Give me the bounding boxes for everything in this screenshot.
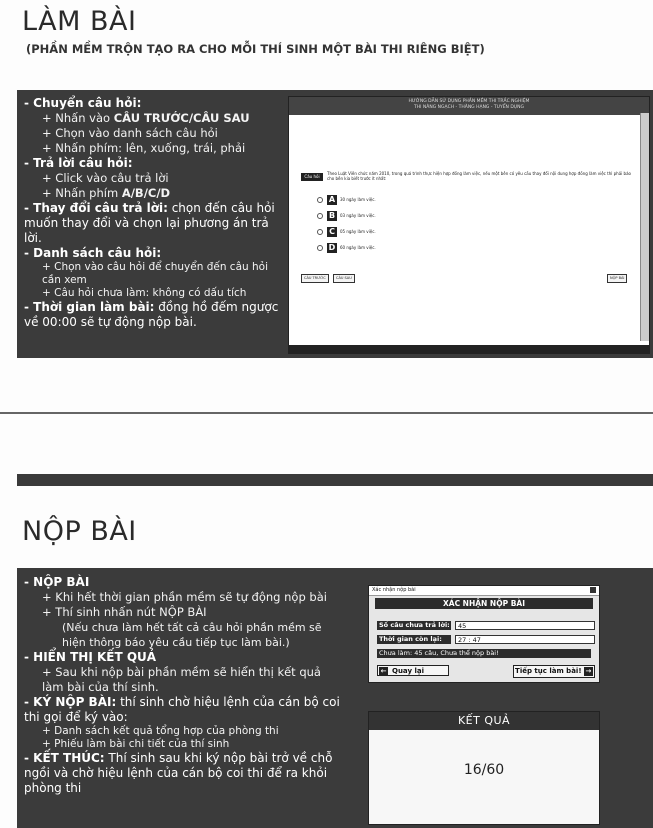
list-note: (Nếu chưa làm hết tất cả câu hỏi phần mềm sẽ hiện thông báo yêu cầu tiếp tục làm bài.) [62,621,322,649]
result-box [368,711,600,825]
list-subitem [24,186,286,201]
time-label: Thời gian còn lại: [377,635,451,644]
heading-rest: chọn đến câu hỏi muốn thay đổi và chọn lại phương án trả lời. [24,201,275,245]
section2-list [24,575,344,796]
option-text: 05 ngày làm việc. [340,229,376,234]
radio-icon [317,213,323,219]
dialog-title: XÁC NHẬN NỘP BÀI [375,598,593,609]
subitem-text: + Thí sinh nhấn nút NỘP BÀI [42,605,207,619]
option-b[interactable] [317,211,376,221]
list-heading [24,575,344,590]
heading-text: HIỂN THỊ KẾT QUẢ [33,650,157,664]
subitem-text: + Nhấn phím [42,186,122,200]
question-list-sidebar [640,113,649,341]
heading-text: Thay đổi câu trả lời: [33,201,168,215]
time-row [377,635,481,644]
option-text: 60 ngày làm việc. [340,245,376,250]
result-title: KẾT QUẢ [369,712,599,730]
list-subitem [24,171,286,186]
list-subitem [24,665,344,695]
subitem-text: + Khi hết thời gian phần mềm sẽ tự động nộp bài [42,590,327,604]
section1-title: LÀM BÀI [22,6,137,37]
dialog-caption: Xác nhận nộp bài [369,586,599,596]
list-subitem [24,111,286,126]
subitem-text: + Nhấn vào [42,111,114,125]
heading-text: NỘP BÀI [33,575,90,589]
heading-rest: Thí sinh sau khi ký nộp bài trở về chỗ ngồi và chờ hiệu lệnh của cán bộ coi thi để ra khỏi phòng thi [24,751,333,795]
exam-header-line2: THI NÂNG NGẠCH - THĂNG HẠNG - TUYỂN DỤNG [414,105,524,110]
continue-button-label: Tiếp tục làm bài! [515,667,582,675]
unanswered-row [377,621,467,630]
question-label: Câu hỏi 12: [301,173,323,181]
unanswered-value: 45 [455,621,595,630]
option-a[interactable] [317,195,376,205]
heading-text: Chuyển câu hỏi: [33,96,142,110]
exam-screen-footer [289,345,649,353]
radio-icon [317,245,323,251]
subitem-text: + Click vào câu trả lời [42,171,169,185]
heading-rest: đồng hồ đếm ngược về 00:00 sẽ tự động nộp bài. [24,300,279,329]
list-heading [24,751,344,796]
list-heading [24,156,286,171]
heading-text: KÝ NỘP BÀI: [33,695,117,709]
list-heading [24,96,286,111]
list-subitem: + Danh sách kết quả tổng hợp của phòng thi [42,725,279,737]
continue-button[interactable] [513,665,595,678]
subitem-text: + Nhấn phím: lên, xuống, trái, phải [42,141,246,155]
next-question-button[interactable]: CÂU SAU [333,274,355,283]
exam-header-line1: HƯỚNG DẪN SỬ DỤNG PHẦN MỀM THI TRẮC NGHIỆM [408,99,530,104]
list-heading [24,695,344,725]
subitem-text: + Sau khi nộp bài phần mềm sẽ hiển thị kết quả làm bài của thí sinh. [42,665,321,694]
option-letter: A [328,195,336,204]
subitem-bold: A/B/C/D [121,186,171,200]
option-letter: B [328,211,336,220]
list-subitem: + Câu hỏi chưa làm: không có dấu tích [42,287,247,299]
submit-button[interactable]: NỘP BÀI [607,274,627,283]
section1-subtitle: (PHẦN MỀM TRỘN TẠO RA CHO MỖI THÍ SINH MỘT BÀI THI RIÊNG BIỆT) [26,42,485,56]
option-c[interactable] [317,227,376,237]
time-value: 27 : 47 [455,635,595,644]
list-subitem: + Chọn vào câu hỏi để chuyển đến câu hỏi cần xem [42,261,269,286]
option-d[interactable] [317,243,376,253]
list-subitem [24,141,286,156]
heading-text: Thời gian làm bài: [33,300,155,314]
option-text: 30 ngày làm việc. [340,197,376,202]
arrow-left-icon: ← [380,667,387,675]
back-button[interactable] [377,665,449,676]
slide-divider [0,412,653,414]
heading-rest: thí sinh chờ hiệu lệnh của cán bộ coi thi gọi để ký vào: [24,695,340,724]
section1-list [24,96,286,330]
list-heading [24,201,286,246]
list-heading [24,300,286,330]
prev-question-button[interactable]: CÂU TRƯỚC [301,274,329,283]
unanswered-label: Số câu chưa trả lời: [379,621,450,629]
list-subitem: + Phiếu làm bài chi tiết của thí sinh [42,738,230,750]
radio-icon [317,197,323,203]
subitem-text: + Chọn vào danh sách câu hỏi [42,126,218,140]
list-subitem [24,605,344,620]
list-subitem [24,126,286,141]
option-letter: D [328,243,336,252]
heading-text: KẾT THÚC: [33,751,105,765]
subitem-bold: CÂU TRƯỚC/CÂU SAU [113,111,250,125]
option-letter: C [327,227,337,237]
option-text: 03 ngày làm việc. [340,213,376,218]
warning-text: Chưa làm: 45 câu, Chưa thể nộp bài! [377,649,591,658]
arrow-right-icon: → [585,666,592,675]
submit-confirm-dialog [368,585,600,683]
slide-top-bar [17,474,653,486]
exam-screen-screenshot [288,96,650,354]
exam-screen-header [289,97,649,115]
close-icon[interactable] [590,587,596,593]
list-heading [24,650,344,665]
section2-title: NỘP BÀI [22,516,137,547]
radio-icon [317,229,323,235]
result-score: 16/60 [463,762,505,778]
heading-text: Trả lời câu hỏi: [33,156,133,170]
back-button-label: Quay lại [392,667,424,675]
list-subitem [24,590,344,605]
question-text: Theo Luật Viên chức năm 2010, trong quá trình thực hiện hợp đồng làm việc, nếu một bên có yêu cầu thay đổi nội dung hợp đồng làm việc thì phải báo cho bên kia biết trước ít nhất: [327,171,631,181]
heading-text: Danh sách câu hỏi: [33,246,162,260]
list-heading [24,246,286,261]
